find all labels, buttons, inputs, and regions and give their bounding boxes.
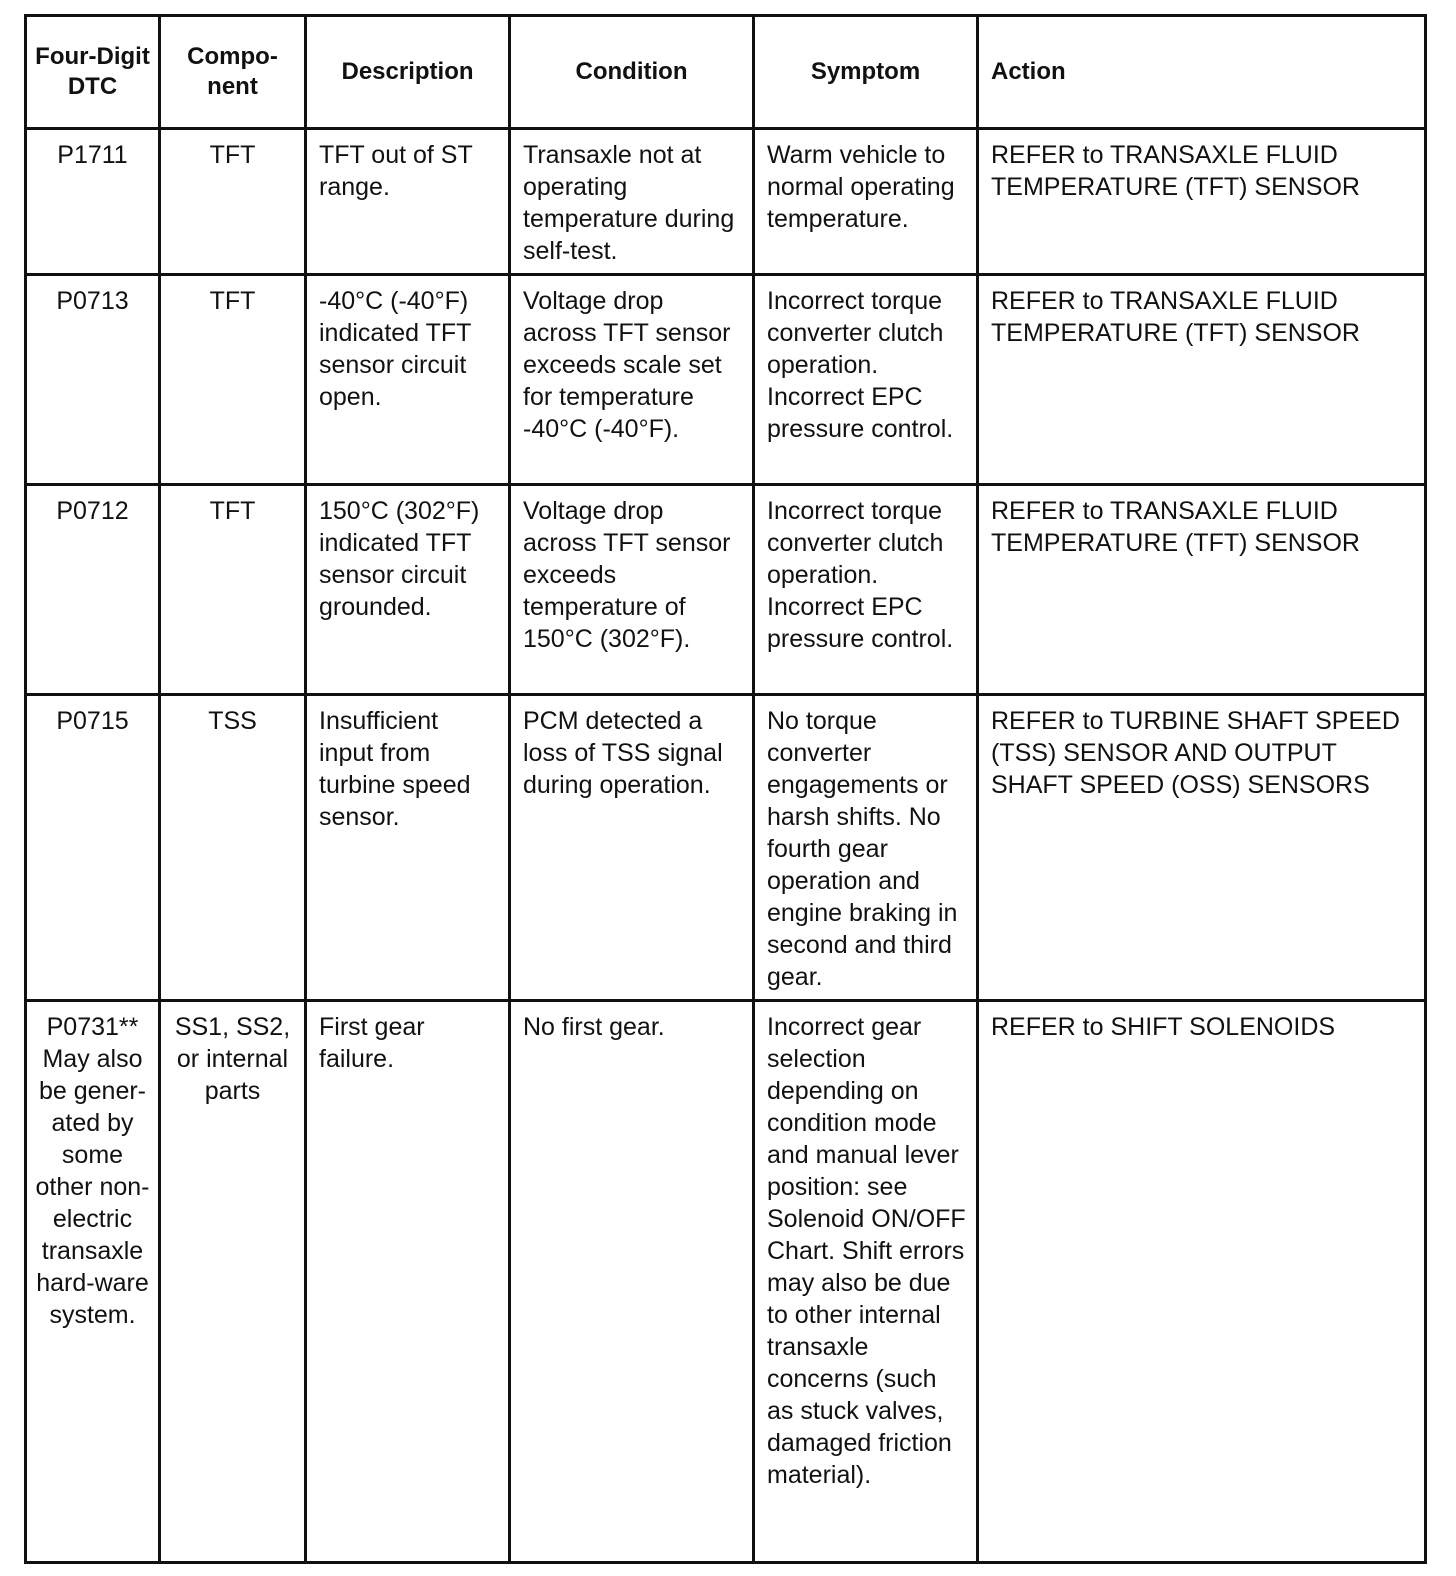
cell-dtc: P0713 [26,275,160,485]
cell-action: REFER to TRANSAXLE FLUID TEMPERATURE (TFT) SENSOR [978,485,1426,695]
cell-description: Insufficient input from turbine speed sensor. [306,695,510,1001]
header-action: Action [978,16,1426,129]
cell-dtc: P0731** May also be gener-ated by some other non-electric transaxle hard-ware system. [26,1001,160,1563]
cell-component: TFT [160,129,306,275]
cell-dtc: P0712 [26,485,160,695]
cell-action: REFER to SHIFT SOLENOIDS [978,1001,1426,1563]
table-row [26,695,1426,1001]
cell-component: TSS [160,695,306,1001]
dtc-table [24,14,1427,1564]
header-description: Description [306,16,510,129]
cell-dtc: P0715 [26,695,160,1001]
cell-description: -40°C (-40°F) indicated TFT sensor circuit open. [306,275,510,485]
cell-symptom: Warm vehicle to normal operating temperature. [754,129,978,275]
cell-condition: Voltage drop across TFT sensor exceeds temperature of 150°C (302°F). [510,485,754,695]
header-dtc: Four-Digit DTC [26,16,160,129]
cell-action: REFER to TURBINE SHAFT SPEED (TSS) SENSOR AND OUTPUT SHAFT SPEED (OSS) SENSORS [978,695,1426,1001]
table-row [26,129,1426,275]
cell-condition: Voltage drop across TFT sensor exceeds scale set for temperature -40°C (-40°F). [510,275,754,485]
cell-dtc: P1711 [26,129,160,275]
header-condition: Condition [510,16,754,129]
cell-component: TFT [160,485,306,695]
header-row [26,16,1426,129]
cell-action: REFER to TRANSAXLE FLUID TEMPERATURE (TFT) SENSOR [978,129,1426,275]
cell-condition: PCM detected a loss of TSS signal during operation. [510,695,754,1001]
cell-component: TFT [160,275,306,485]
header-component: Compo-nent [160,16,306,129]
table-body [26,129,1426,1563]
cell-symptom: Incorrect torque converter clutch operation. Incorrect EPC pressure control. [754,275,978,485]
table-row [26,485,1426,695]
table-header [26,16,1426,129]
cell-description: TFT out of ST range. [306,129,510,275]
table-row [26,275,1426,485]
cell-component: SS1, SS2, or internal parts [160,1001,306,1563]
cell-action: REFER to TRANSAXLE FLUID TEMPERATURE (TFT) SENSOR [978,275,1426,485]
cell-description: 150°C (302°F) indicated TFT sensor circuit grounded. [306,485,510,695]
header-symptom: Symptom [754,16,978,129]
cell-condition: Transaxle not at operating temperature during self-test. [510,129,754,275]
cell-symptom: Incorrect gear selection depending on condition mode and manual lever position: see Solenoid ON/OFF Chart. Shift errors may also be due to other internal transaxle concerns (such as stuck valves, damaged friction material). [754,1001,978,1563]
cell-condition: No first gear. [510,1001,754,1563]
cell-symptom: Incorrect torque converter clutch operation. Incorrect EPC pressure control. [754,485,978,695]
cell-description: First gear failure. [306,1001,510,1563]
table-row [26,1001,1426,1563]
cell-symptom: No torque converter engagements or harsh shifts. No fourth gear operation and engine braking in second and third gear. [754,695,978,1001]
